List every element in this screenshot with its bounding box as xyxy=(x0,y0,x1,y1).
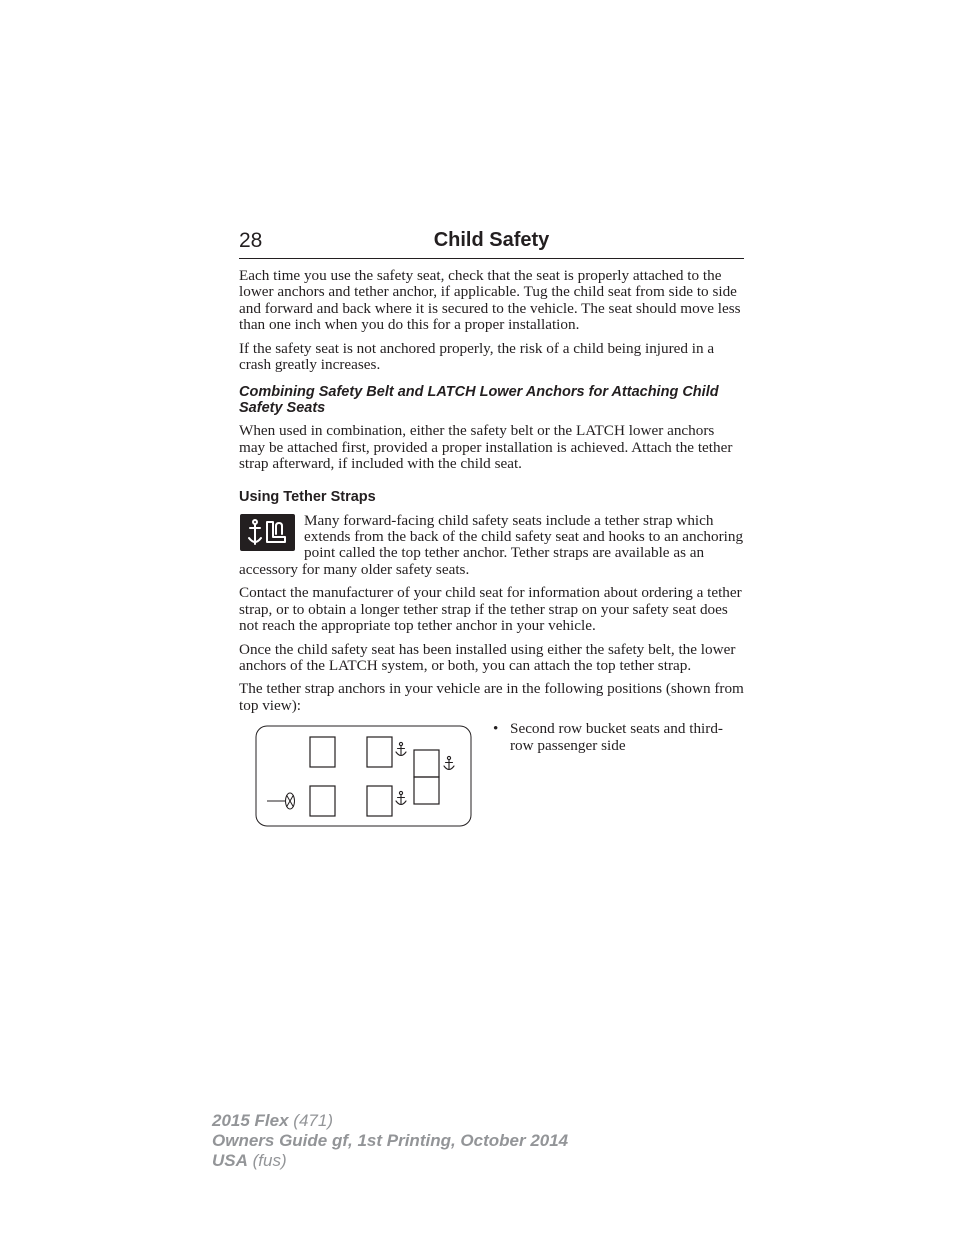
page-footer xyxy=(212,1111,568,1171)
paragraph-anchor-positions: The tether strap anchors in your vehicle are in the following positions (shown from top view): xyxy=(239,680,744,714)
paragraph-combination: When used in combination, either the safety belt or the LATCH lower anchors may be attached first, provided a proper installation is achieved. Attach the tether strap afterward, if included with the child seat. xyxy=(239,422,733,473)
footer-region: USA xyxy=(212,1151,248,1170)
steering-wheel-icon xyxy=(267,793,295,809)
vehicle-top-view-diagram xyxy=(255,725,472,827)
paragraph-seat-check: Each time you use the safety seat, check that the seat is properly attached to the lower anchors and tether anchor, if applicable. Tug the child seat from side to side and forward and back where it is secured to the vehicle. The seat should move less than one inch when you do this for a proper installation. xyxy=(239,267,741,334)
paragraph-attach-tether: Once the child safety seat has been installed using either the safety belt, the lower anchors of the LATCH system, or both, you can attach the top tether strap. xyxy=(239,640,736,674)
bullet-marker: • xyxy=(493,720,499,738)
page-number: 28 xyxy=(239,229,263,252)
section-heading-combining: Combining Safety Belt and LATCH Lower Anchors for Attaching Child Safety Seats xyxy=(239,384,719,417)
page-header xyxy=(239,228,744,259)
paragraph-tether-intro-text: Many forward-facing child safety seats include a tether strap which extends from the back of the child safety seat and hooks to an anchoring point called the top tether anchor. Tether straps are available as an accessory for many older safety seats. xyxy=(239,511,744,578)
section-heading-tether: Using Tether Straps xyxy=(239,488,376,505)
child-seat-tether-icon xyxy=(240,514,295,551)
footer-region-code: (fus) xyxy=(252,1151,287,1170)
page-content xyxy=(239,268,744,831)
paragraph-tether-intro xyxy=(239,513,744,579)
footer-model-code: (471) xyxy=(293,1111,333,1130)
footer-model-line xyxy=(212,1111,568,1131)
seat-third-row-upper xyxy=(414,750,439,777)
seat-front-right xyxy=(310,786,335,816)
seat-second-row-right xyxy=(367,786,392,816)
bullet-list xyxy=(493,721,744,754)
footer-guide-line xyxy=(212,1131,568,1151)
anchor-figure-row xyxy=(239,721,744,831)
page-title: Child Safety xyxy=(433,229,550,251)
seat-third-row-lower xyxy=(414,777,439,804)
paragraph-contact-manufacturer: Contact the manufacturer of your child seat for information about ordering a tether strap, or to obtain a longer tether strap if the tether strap on your safety seat does not reach the appropriate top tether anchor in your vehicle. xyxy=(239,584,742,635)
footer-guide: Owners Guide gf, 1st Printing, October 2014 xyxy=(212,1131,569,1150)
anchor-icon-third-row xyxy=(444,757,454,770)
anchor-icon-second-row-left xyxy=(396,743,406,756)
paragraph-risk: If the safety seat is not anchored properly, the risk of a child being injured in a crash greatly increases. xyxy=(239,339,715,374)
bullet-item: Second row bucket seats and third-row passenger side xyxy=(510,720,723,754)
seat-second-row-left xyxy=(367,737,392,767)
anchor-icon-second-row-right xyxy=(396,792,406,805)
seat-front-left xyxy=(310,737,335,767)
footer-region-line xyxy=(212,1151,568,1171)
footer-model: 2015 Flex xyxy=(212,1111,289,1130)
